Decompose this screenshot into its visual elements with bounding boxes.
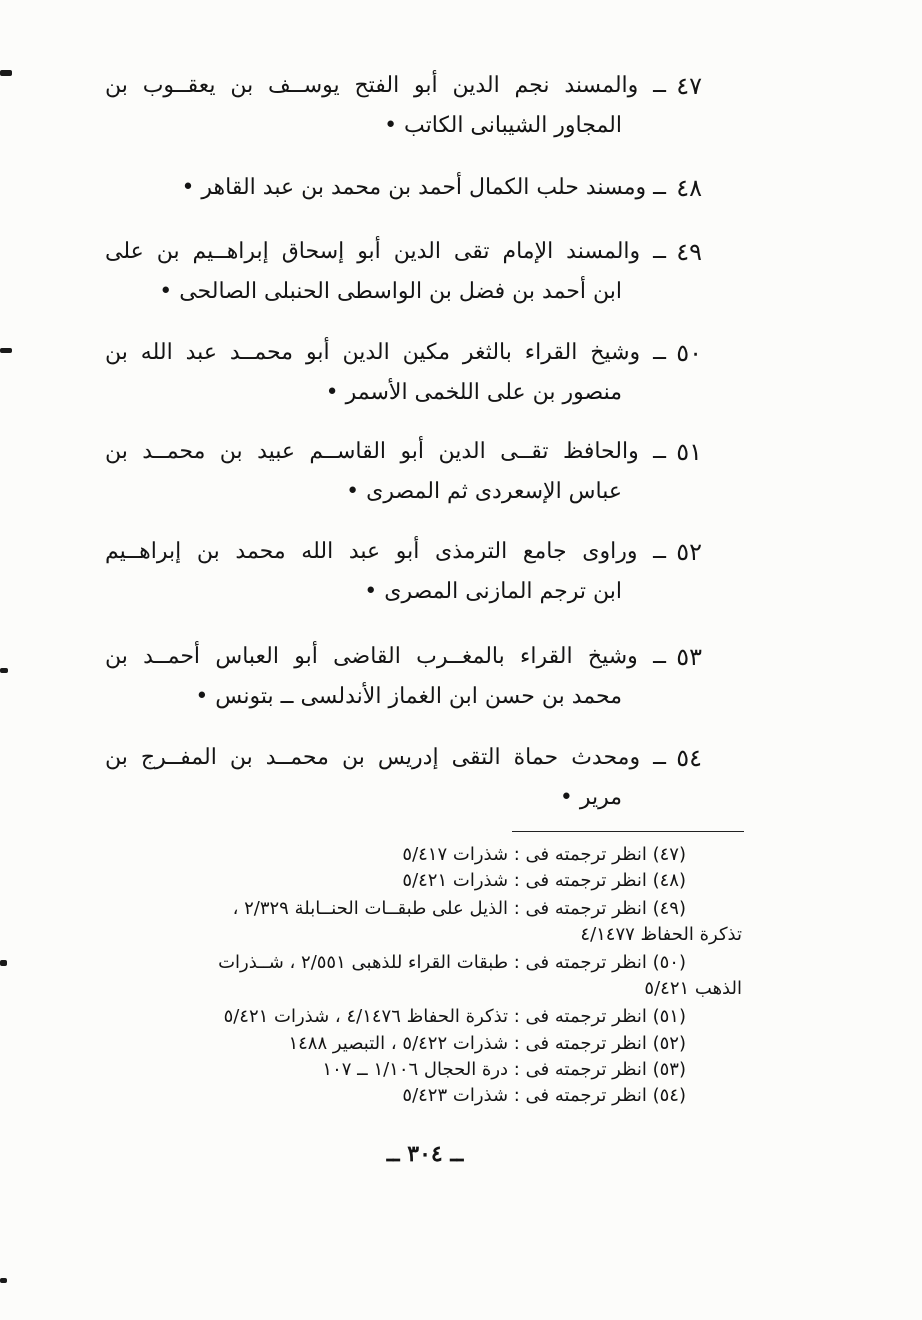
entry-54 bbox=[102, 738, 702, 818]
entry-49 bbox=[102, 232, 702, 312]
scan-mark bbox=[0, 668, 8, 673]
entry-line: ــ وشيخ القراء بالمغــرب القاضى أبو العباس أحمــد بن bbox=[105, 644, 666, 669]
entry-line: عباس الإسعردى ثم المصرى • bbox=[346, 479, 622, 504]
footnote-49-continuation: تذكرة الحفاظ ٤/١٤٧٧ bbox=[580, 924, 742, 945]
entry-51 bbox=[102, 432, 702, 512]
scan-mark bbox=[0, 960, 7, 966]
entry-50 bbox=[102, 333, 702, 413]
footnote-50-continuation: الذهب ٥/٤٢١ bbox=[644, 978, 742, 999]
entry-line: ــ والمسند نجم الدين أبو الفتح يوســف بن يعقــوب بن bbox=[105, 73, 666, 98]
footnote-52: (٥٢) انظر ترجمته فى : شذرات ٥/٤٢٢ ، التبصير ١٤٨٨ bbox=[288, 1033, 686, 1054]
entry-number: ٥٤ bbox=[676, 744, 702, 772]
footnote-50: (٥٠) انظر ترجمته فى : طبقات القراء للذهبى ٢/٥٥١ ، شــذرات bbox=[218, 952, 686, 973]
scan-mark bbox=[0, 348, 12, 353]
entry-number: ٤٩ bbox=[676, 238, 702, 266]
entry-48 bbox=[102, 168, 702, 208]
entry-line: محمد بن حسن ابن الغماز الأندلسى ــ بتونس • bbox=[195, 684, 622, 709]
entry-number: ٥٢ bbox=[676, 538, 702, 566]
footnote-47: (٤٧) انظر ترجمته فى : شذرات ٥/٤١٧ bbox=[402, 844, 686, 865]
footnote-53: (٥٣) انظر ترجمته فى : درة الحجال ١/١٠٦ ــ ١٠٧ bbox=[322, 1059, 686, 1080]
scan-mark bbox=[0, 1278, 7, 1283]
entry-number: ٥٣ bbox=[676, 643, 702, 671]
footnote-54: (٥٤) انظر ترجمته فى : شذرات ٥/٤٢٣ bbox=[402, 1085, 686, 1106]
page-number: ــ ٣٠٤ ــ bbox=[386, 1141, 464, 1167]
entry-line: ــ ومحدث حماة التقى إدريس بن محمــد بن المفــرج بن bbox=[105, 745, 667, 770]
footnote-separator bbox=[512, 831, 744, 832]
entry-number: ٤٧ bbox=[676, 72, 702, 100]
scan-mark bbox=[0, 70, 12, 76]
entry-line: ابن أحمد بن فضل بن الواسطى الحنبلى الصالحى • bbox=[159, 279, 622, 304]
entry-52 bbox=[102, 532, 702, 612]
entry-line: ــ ومسند حلب الكمال أحمد بن محمد بن عبد القاهر • bbox=[181, 175, 666, 200]
entry-line: ــ وشيخ القراء بالثغر مكين الدين أبو محمــد عبد الله بن bbox=[105, 340, 666, 365]
entry-number: ٥١ bbox=[676, 438, 702, 466]
entry-line: مرير • bbox=[559, 785, 622, 810]
footnote-48: (٤٨) انظر ترجمته فى : شذرات ٥/٤٢١ bbox=[402, 870, 686, 891]
entry-53 bbox=[102, 637, 702, 717]
entry-line: المجاور الشيبانى الكاتب • bbox=[384, 113, 622, 138]
entry-47 bbox=[102, 66, 702, 146]
entry-line: ابن ترجم المازنى المصرى • bbox=[364, 579, 622, 604]
entry-number: ٤٨ bbox=[676, 174, 702, 202]
footnote-51: (٥١) انظر ترجمته فى : تذكرة الحفاظ ٤/١٤٧٦ ، شذرات ٥/٤٢١ bbox=[223, 1006, 686, 1027]
entry-line: ــ وراوى جامع الترمذى أبو عبد الله محمد بن إبراهــيم bbox=[105, 539, 666, 564]
entry-line: منصور بن على اللخمى الأسمر • bbox=[325, 380, 622, 405]
footnote-49: (٤٩) انظر ترجمته فى : الذيل على طبقــات الحنــابلة ٢/٣٢٩ ، bbox=[232, 898, 686, 919]
entry-line: ــ والحافظ تقــى الدين أبو القاســم عبيد بن محمــد بن bbox=[105, 439, 666, 464]
entry-line: ــ والمسند الإمام تقى الدين أبو إسحاق إبراهــيم بن على bbox=[105, 239, 666, 264]
entry-number: ٥٠ bbox=[676, 339, 702, 367]
